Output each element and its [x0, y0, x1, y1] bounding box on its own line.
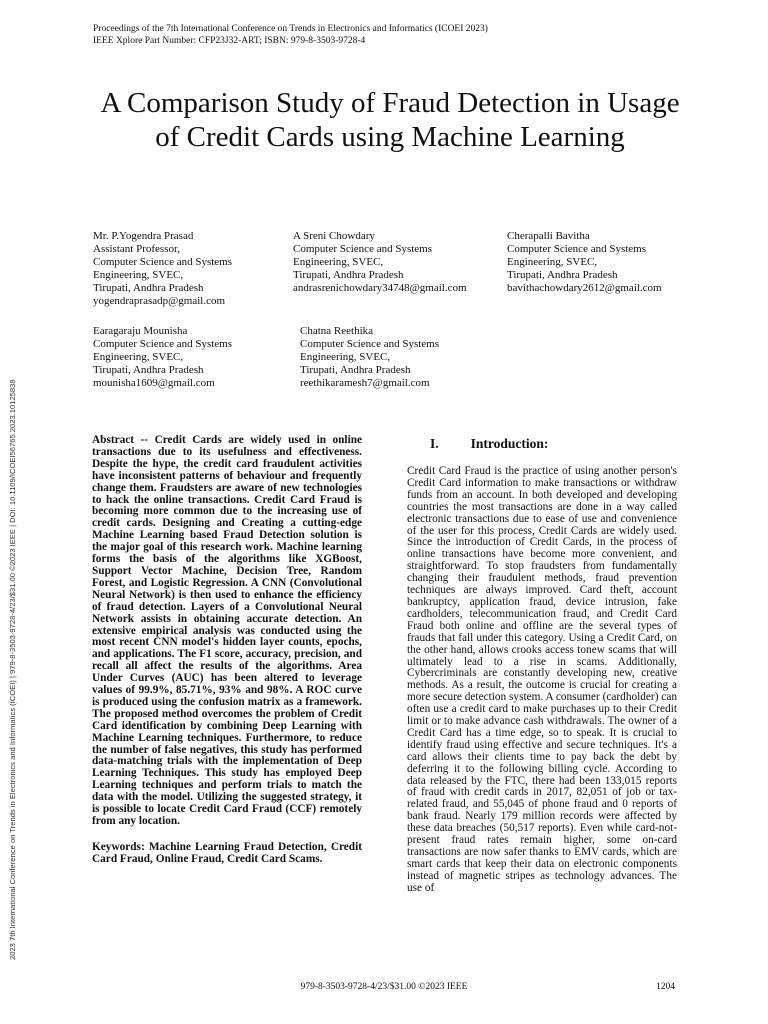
doi-side-text: 2023 7th International Conference on Trends in Electronics and Informatics (ICOEI) | 979-8-3503-9728-4/23/$31.00 ©2023 IEEE | DOI: 10.1109/ICOEI56765.2023.10125838 [8, 379, 17, 960]
paper-title: A Comparison Study of Fraud Detection in Usage of Credit Cards using Machine Learning [100, 87, 680, 153]
author-block-2 [293, 230, 467, 295]
author-location: Tirupati, Andhra Pradesh [93, 282, 204, 294]
author-affiliation: Engineering, SVEC, [93, 351, 184, 363]
copyright-footer: 979-8-3503-9728-4/23/$31.00 ©2023 IEEE [300, 982, 468, 992]
section-number: I. [430, 436, 439, 451]
author-affiliation: Engineering, SVEC, [93, 269, 184, 281]
author-block-3 [507, 230, 662, 295]
author-email: mounisha1609@gmail.com [93, 377, 215, 389]
author-name: Cherapalli Bavitha [507, 230, 590, 242]
author-email: reethikaramesh7@gmail.com [300, 377, 430, 389]
author-email: bavithachowdary2612@gmail.com [507, 282, 662, 294]
author-block-5 [300, 325, 439, 390]
abstract-text: Abstract -- Credit Cards are widely used in online transactions due to its usefulness and effectiveness. Despite the hype, the credit card fraudulent activities have inconsistent patterns of behaviour and frequently change them. Fraudsters are aware of new technologies to hack the online transactions. Credit Card Fraud is becoming more common due to the increasing use of credit cards. Designing and Creating a cutting-edge Machine Learning based Fraud Detection solution is the major goal of this research work. Machine learning forms the basis of the algorithms like XGBoost, Support Vector Machine, Decision Tree, Random Forest, and Logistic Regression. A CNN (Convolutional Neural Network) is then used to enhance the efficiency of fraud detection. Layers of a Convolutional Neural Network assists in obtaining accurate detection. An extensive empirical analysis was conducted using the most recent CNN model's hidden layer counts, epochs, and applications. The F1 score, accuracy, precision, and recall all affect the results of the algorithms. Area Under Curves (AUC) has been altered to leverage values of 99.9%, 85.71%, 93% and 98%. A ROC curve is produced using the confusion matrix as a framework. The proposed method overcomes the problem of Credit Card identification by combining Deep Learning with Machine Learning techniques. Furthermore, to reduce the number of false negatives, this study has performed data-matching trials with the implementation of Deep Learning Techniques. This study has employed Deep Learning techniques and perform trials to match the data with the model. Utilizing the suggested strategy, it is possible to locate Credit Card Fraud (CCF) remotely from any location. [92, 434, 362, 827]
xplore-part-number: IEEE Xplore Part Number: CFP23J32-ART; ISBN: 979-8-3503-9728-4 [93, 36, 366, 46]
author-affiliation: Computer Science and Systems [507, 243, 647, 255]
author-email: yogendraprasadp@gmail.com [93, 295, 226, 307]
page-number: 1204 [656, 982, 675, 992]
author-location: Tirupati, Andhra Pradesh [507, 269, 618, 281]
author-location: Tirupati, Andhra Pradesh [300, 364, 411, 376]
author-affiliation: Computer Science and Systems [300, 338, 440, 350]
author-affiliation: Assistant Professor, [93, 243, 180, 255]
author-name: Mr. P.Yogendra Prasad [93, 230, 194, 242]
keywords-text: Keywords: Machine Learning Fraud Detection, Credit Card Fraud, Online Fraud, Credit Card Scams. [92, 840, 362, 865]
abstract-column [92, 435, 362, 866]
author-name: Earagaraju Mounisha [93, 325, 188, 337]
author-affiliation: Engineering, SVEC, [300, 351, 391, 363]
introduction-text: Credit Card Fraud is the practice of using another person's Credit Card information to make transactions or withdraw funds from an account. In both developed and developing countries the most transactions are done in a way called electronic transactions due to ease of use and convenience of the user for this process, Credit Cards are widely used. Since the introduction of Credit Cards, in the process of online transactions have become more convenient, and straightforward. To stop fraudsters from fundamentally changing their fraudulent methods, fraud prevention techniques are always improved. Card theft, account bankruptcy, application fraud, device intrusion, fake cardholders, telecommunication fraud, and Credit Card Fraud both online and offline are the several types of frauds that fall under this category. Using a Credit Card, on the other hand, allows crooks access tonew scams that will ultimately lead to a rise in scams. Additionally, Cybercriminals are constantly developing new, creative methods. As a result, the outcome is crucial for creating a more secure detection system. A consumer (cardholder) can often use a credit card to make purchases up to their Credit limit or to make advance cash withdrawals. The owner of a Credit Card has a time edge, so to speak. It is crucial to identify fraud using effective and secure techniques. It's a card allows their clients time to pay back the debt by deferring it to the following billing cycle. According to data released by the FTC, there had been 133,015 reports of fraud with credit cards in 2017, 82,051 of job or tax-related fraud, and 55,045 of phone fraud and 0 reports of bank fraud. Nearly 179 million records were affected by these data breaches (50,517 reports). Even while card-not-present fraud rates remain higher, some on-card transactions are now safer thanks to EMV cards, which are smart cards that keep their data on electronic components instead of magnetic stripes as technology advances. The use of [407, 465, 677, 894]
author-name: Chatna Reethika [300, 325, 374, 337]
author-block-1 [93, 230, 232, 308]
author-block-4 [93, 325, 232, 390]
section-title: Introduction: [470, 436, 549, 451]
author-affiliation: Computer Science and Systems [293, 243, 433, 255]
author-affiliation: Computer Science and Systems [93, 338, 233, 350]
author-affiliation: Engineering, SVEC, [293, 256, 384, 268]
author-affiliation: Computer Science and Systems [93, 256, 233, 268]
author-affiliation: Engineering, SVEC, [507, 256, 598, 268]
conference-header: Proceedings of the 7th International Conference on Trends in Electronics and Informatics (ICOEI 2023) [93, 24, 488, 34]
author-name: A Sreni Chowdary [293, 230, 375, 242]
author-email: andrasrenichowdary34748@gmail.com [293, 282, 467, 294]
section-heading [430, 436, 548, 452]
author-location: Tirupati, Andhra Pradesh [293, 269, 404, 281]
author-location: Tirupati, Andhra Pradesh [93, 364, 204, 376]
